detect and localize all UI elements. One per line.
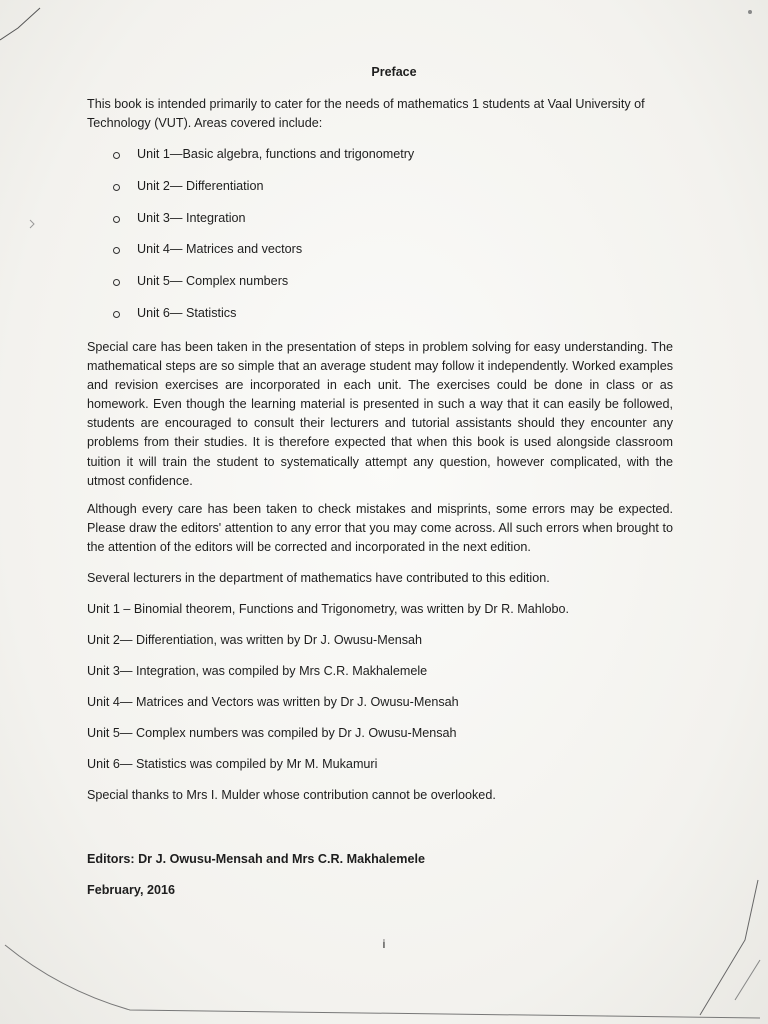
contribution-line: Unit 6— Statistics was compiled by Mr M. Mukamuri bbox=[87, 757, 378, 771]
paragraph-errata: Although every care has been taken to check mistakes and misprints, some errors may be expected. Please draw the editors' attention to any error that you may come across. All such errors when brought to the attention of the editors will be corrected and incorporated in the next edition. bbox=[87, 502, 673, 555]
bullet-icon bbox=[113, 311, 120, 318]
intro-paragraph: This book is intended primarily to cater for the needs of mathematics 1 students at Vaal University of Technology (VUT). Areas covered include: bbox=[87, 97, 645, 130]
page-title: Preface bbox=[371, 65, 417, 79]
bullet-icon bbox=[113, 216, 120, 223]
bullet-icon bbox=[113, 184, 120, 191]
list-item: Unit 6— Statistics bbox=[110, 306, 414, 338]
unit-list bbox=[110, 147, 414, 338]
contribution-line: Unit 1 – Binomial theorem, Functions and Trigonometry, was written by Dr R. Mahlobo. bbox=[87, 602, 570, 616]
list-item: Unit 1—Basic algebra, functions and trigonometry bbox=[110, 147, 414, 179]
contribution-line: Unit 2— Differentiation, was written by Dr J. Owusu-Mensah bbox=[87, 633, 423, 647]
contribution-line: Unit 3— Integration, was compiled by Mrs C.R. Makhalemele bbox=[87, 664, 428, 678]
list-item: Unit 2— Differentiation bbox=[110, 179, 414, 211]
date-line: February, 2016 bbox=[87, 883, 175, 897]
bullet-icon bbox=[113, 247, 120, 254]
paragraph-method: Special care has been taken in the presentation of steps in problem solving for easy understanding. The mathematical steps are so simple that an average student may follow it independently. Worked examples and revision exercises are incorporated in each unit. The exercises could be done in class or as homework. Even though the learning material is presented in such a way that it can easily be followed, students are encouraged to consult their lecturers and tutorial assistants should they encounter any problems from their studies. It is therefore expected that when this book is used alongside classroom tuition it will train the student to systematically attempt any question, however complicated, with the utmost confidence. bbox=[87, 340, 673, 488]
contribution-line: Unit 4— Matrices and Vectors was written by Dr J. Owusu-Mensah bbox=[87, 695, 459, 709]
bullet-icon bbox=[113, 279, 120, 286]
list-item: Unit 5— Complex numbers bbox=[110, 274, 414, 306]
contributors-intro: Several lecturers in the department of mathematics have contributed to this edition. bbox=[87, 571, 550, 585]
bullet-icon bbox=[113, 152, 120, 159]
page-number: i bbox=[382, 937, 386, 951]
thanks-line: Special thanks to Mrs I. Mulder whose contribution cannot be overlooked. bbox=[87, 788, 496, 802]
list-item: Unit 4— Matrices and vectors bbox=[110, 242, 414, 274]
list-item: Unit 3— Integration bbox=[110, 211, 414, 243]
contribution-line: Unit 5— Complex numbers was compiled by Dr J. Owusu-Mensah bbox=[87, 726, 457, 740]
editors-line: Editors: Dr J. Owusu-Mensah and Mrs C.R. Makhalemele bbox=[87, 852, 426, 866]
